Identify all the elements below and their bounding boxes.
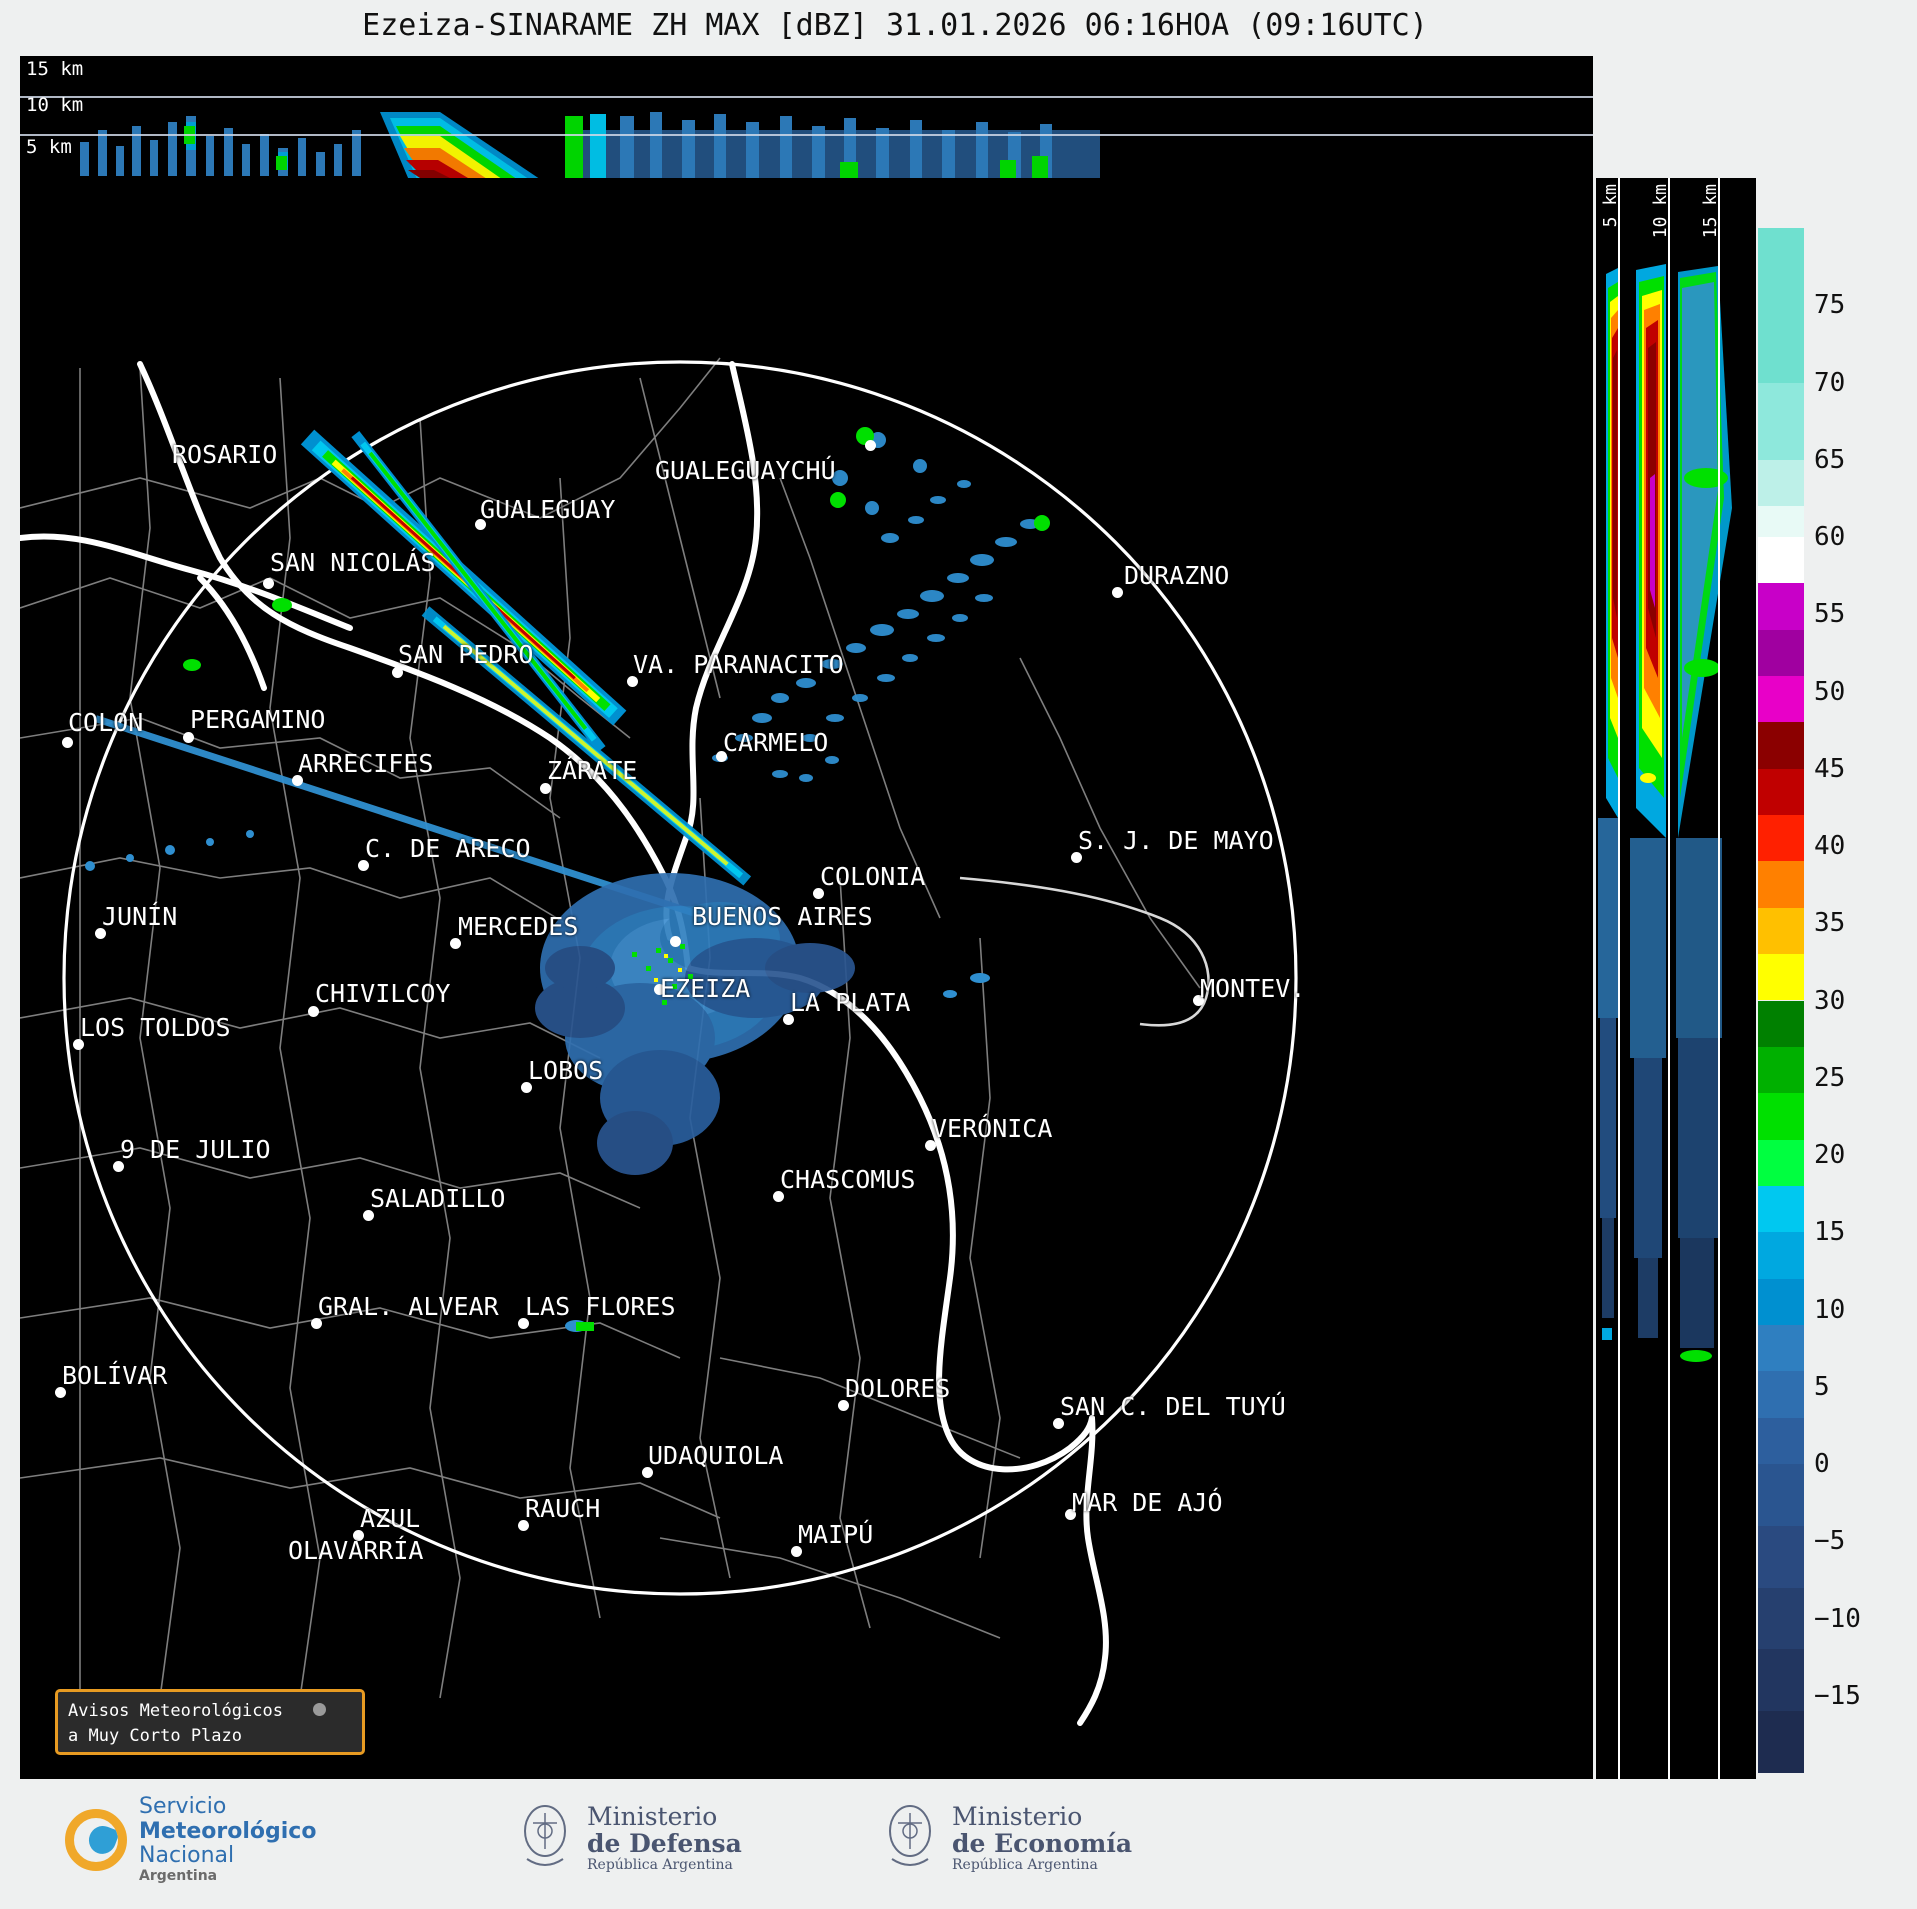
vertical-cross-section-panel [20,56,1593,178]
city-label: LOBOS [528,1056,604,1085]
economia-line-1: Ministerio [952,1801,1083,1831]
colorbar-segment [1758,583,1804,629]
cross-section-echoes [20,56,1593,178]
colorbar-tick-label: 15 [1814,1217,1846,1248]
warning-status-dot [313,1703,326,1716]
altitude-label-10km: 10 km [26,94,84,116]
city-label: ROSARIO [172,440,278,469]
city-label: BUENOS AIRES [692,902,873,931]
page-title: Ezeiza-SINARAME ZH MAX [dBZ] 31.01.2026 06:16HOA (09:16UTC) [362,8,1428,43]
defensa-line-3: República Argentina [587,1856,733,1873]
city-label: MAR DE AJÓ [1072,1488,1223,1517]
altitude-label-5km: 5 km [26,136,72,158]
altitude-label-15km: 15 km [26,58,84,80]
colorbar-segment [1758,537,1804,583]
city-label: PERGAMINO [190,705,326,734]
colorbar-tick-label: 55 [1814,599,1846,630]
short-term-warnings-box[interactable] [55,1689,365,1755]
colorbar-segment [1758,1232,1804,1278]
city-label: RAUCH [525,1494,601,1523]
footer-logos [0,1785,1917,1895]
smn-line-1: Servicio [139,1794,227,1819]
city-label: LA PLATA [790,988,911,1017]
colorbar-tick-label: 10 [1814,1294,1846,1325]
city-label: LAS FLORES [525,1292,676,1321]
city-label: SAN PEDRO [398,640,534,669]
colorbar-segment [1758,769,1804,815]
colorbar-tick-label: 65 [1814,444,1846,475]
colorbar-segment [1758,1588,1804,1650]
colorbar-tick-label: 70 [1814,367,1846,398]
strip-label-15km: 15 km [1700,184,1721,239]
colorbar-tick-label: 35 [1814,908,1846,939]
dbz-colorbar [1758,228,1804,1773]
colorbar-segment [1758,1371,1804,1417]
smn-line-3: Nacional [139,1843,235,1869]
economia-line-2: de Economía [952,1829,1133,1859]
city-label: DURAZNO [1124,561,1230,590]
warning-line-1: Avisos Meteorológicos [68,1701,283,1721]
city-label: VERÓNICA [932,1114,1053,1143]
city-dot [1112,587,1123,598]
colorbar-segment [1758,722,1804,768]
logo-smn [65,1795,316,1885]
city-label: BOLÍVAR [62,1361,168,1390]
city-dot [263,578,274,589]
city-label: AZUL [360,1504,421,1533]
city-label: COLON [68,708,144,737]
colorbar-segment [1758,1140,1804,1186]
colorbar-segment [1758,1464,1804,1526]
colorbar-segment [1758,1001,1804,1047]
colorbar-segment [1758,1093,1804,1139]
city-label: VA. PARANACITO [633,650,844,679]
smn-line-4: Argentina [139,1867,218,1884]
colorbar-segment [1758,676,1804,722]
city-label: 9 DE JULIO [120,1135,271,1164]
city-label: EZEIZA [660,974,751,1003]
colorbar-segment [1758,908,1804,954]
city-label: MERCEDES [458,912,579,941]
colorbar-segment [1758,815,1804,861]
colorbar-tick-label: 0 [1814,1449,1830,1479]
city-label: GUALEGUAYCHÚ [655,456,836,485]
city-label: SAN C. DEL TUYÚ [1060,1392,1286,1421]
city-dot [865,440,876,451]
city-label: OLAVARRÍA [288,1536,424,1565]
altitude-gridline-10km [20,134,1593,136]
strip-divider-15km [1718,178,1720,1779]
city-label: S. J. DE MAYO [1078,826,1274,855]
colorbar-tick-label: −5 [1814,1526,1846,1557]
smn-line-2: Meteorológico [139,1818,317,1844]
colorbar-tick-label: 45 [1814,753,1846,784]
city-label: GUALEGUAY [480,495,616,524]
defensa-line-2: de Defensa [587,1829,742,1859]
colorbar-tick-label: 50 [1814,676,1846,707]
city-dot [62,737,73,748]
city-label: CARMELO [723,728,829,757]
city-label: SAN NICOLÁS [270,548,436,577]
colorbar-segment [1758,1649,1804,1711]
colorbar-segment [1758,1047,1804,1093]
city-label: CHIVILCOY [315,979,451,1008]
colorbar-segment [1758,954,1804,1000]
colorbar-tick-label: 30 [1814,985,1846,1016]
radar-map-panel[interactable] [20,178,1593,1779]
city-label: ZÁRATE [547,756,638,785]
logo-ministerio-economia [880,1801,1132,1875]
city-label: SALADILLO [370,1184,506,1213]
colorbar-segment [1758,1325,1804,1371]
strip-echoes [1596,178,1756,1779]
argentina-shield-icon-2 [880,1801,940,1875]
city-label: C. DE ARECO [365,834,531,863]
colorbar-segment [1758,383,1804,460]
colorbar-segment [1758,1186,1804,1232]
colorbar-segment [1758,1526,1804,1588]
city-label: COLONIA [820,862,926,891]
smn-icon [65,1809,127,1871]
altitude-gridline-15km [20,96,1593,98]
colorbar-tick-label: 60 [1814,522,1846,552]
colorbar-segment [1758,1279,1804,1325]
colorbar-tick-label: 75 [1814,290,1846,321]
colorbar-tick-label: 5 [1814,1371,1830,1402]
defensa-line-1: Ministerio [587,1801,718,1831]
city-label: UDAQUIOLA [648,1441,784,1470]
strip-label-10km: 10 km [1650,184,1671,239]
altitude-strips-panel [1596,178,1756,1779]
city-label: JUNÍN [102,902,178,931]
colorbar-tick-label: 40 [1814,831,1846,861]
colorbar-segment [1758,460,1804,506]
strip-label-5km: 5 km [1600,184,1621,228]
city-label: MAIPÚ [798,1520,874,1549]
strip-divider-10km [1668,178,1670,1779]
warning-line-2: a Muy Corto Plazo [68,1725,242,1746]
colorbar-tick-label: −15 [1814,1680,1861,1711]
colorbar-segment [1758,1418,1804,1464]
city-label: GRAL. ALVEAR [318,1292,499,1321]
colorbar-tick-label: 25 [1814,1062,1846,1093]
colorbar-segment [1758,506,1804,537]
colorbar-segment [1758,630,1804,676]
city-label: LOS TOLDOS [80,1013,231,1042]
colorbar-tick-label: −10 [1814,1603,1861,1634]
colorbar-segment [1758,1711,1804,1773]
strip-divider-5km [1618,178,1620,1779]
city-label: ARRECIFES [298,749,434,778]
city-label: CHASCOMUS [780,1165,916,1194]
dbz-colorbar-ticks [1806,228,1906,1773]
argentina-shield-icon [515,1801,575,1875]
economia-line-3: República Argentina [952,1856,1098,1873]
colorbar-segment [1758,228,1804,383]
city-label: DOLORES [845,1374,951,1403]
city-label: MONTEV. [1200,974,1306,1003]
colorbar-tick-label: 20 [1814,1140,1846,1170]
city-dot [670,936,681,947]
logo-ministerio-defensa [515,1801,742,1875]
colorbar-segment [1758,861,1804,907]
